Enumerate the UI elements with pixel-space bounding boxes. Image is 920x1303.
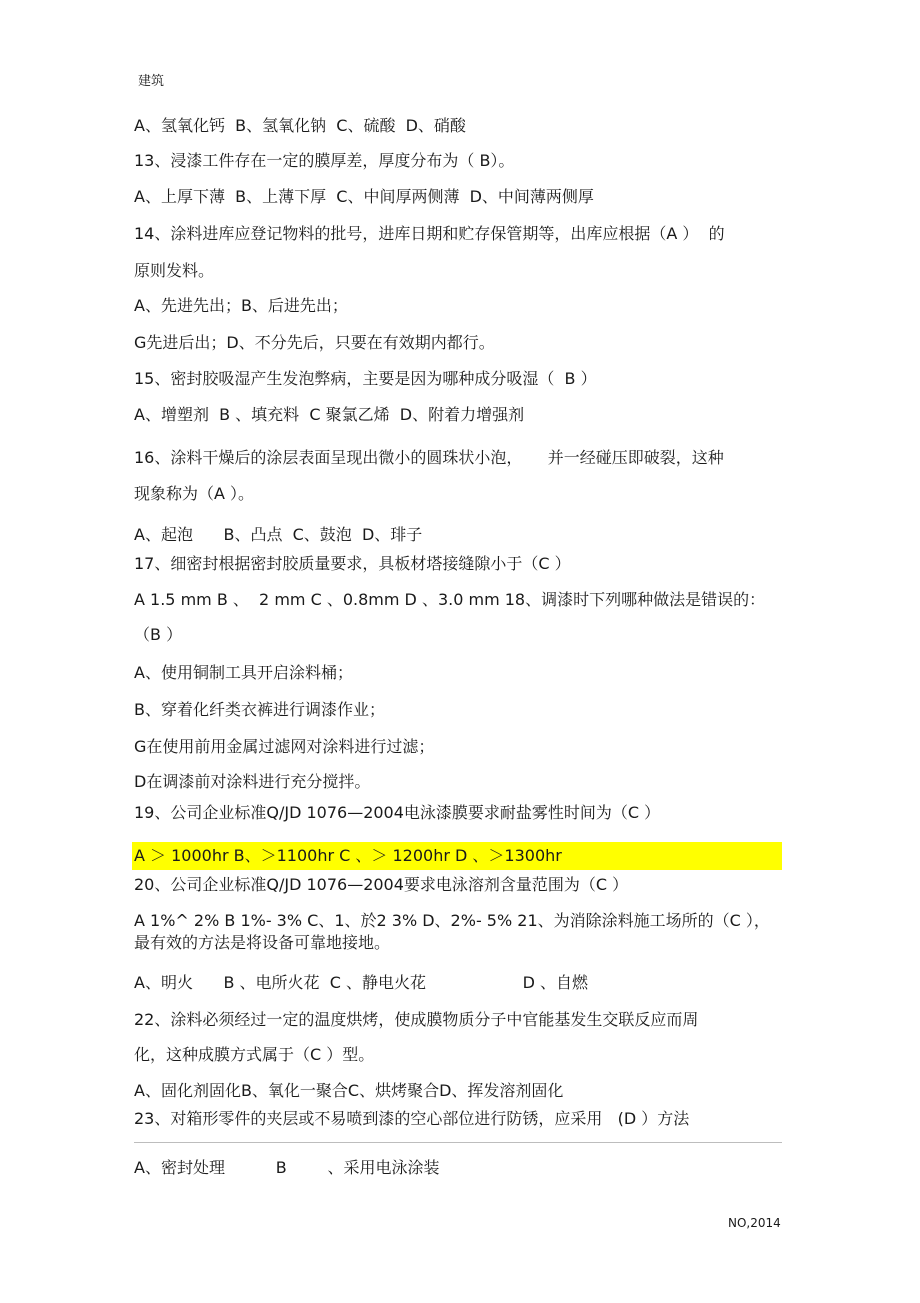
text-line: 20、公司企业标准Q/JD 1076—2004要求电泳溶剂含量范围为（C ） xyxy=(134,875,629,894)
text-line: 17、细密封根据密封胶质量要求，具板材塔接缝隙小于（C ） xyxy=(134,554,571,573)
text-line: A、先进先出；B、后进先出； xyxy=(134,296,348,315)
text-line: 化，这种成膜方式属于（C ）型。 xyxy=(134,1045,375,1064)
text-line: A、固化剂固化B、氧化一聚合C、烘烤聚合D、挥发溶剂固化 xyxy=(134,1081,564,1100)
text-line: 现象称为（A ）。 xyxy=(134,484,255,503)
text-line: B、穿着化纤类衣裤进行调漆作业； xyxy=(134,700,385,719)
text-line: 最有效的方法是将设备可靠地接地。 xyxy=(134,933,391,952)
text-line: A、密封处理 B 、采用电泳涂装 xyxy=(134,1158,440,1177)
text-line: A、增塑剂 B 、填充料 C 聚氯乙烯 D、附着力增强剂 xyxy=(134,405,525,424)
text-line: A、起泡 B、凸点 C、鼓泡 D、琲子 xyxy=(134,525,423,544)
text-line: 19、公司企业标准Q/JD 1076—2004电泳漆膜要求耐盐雾性时间为（C ） xyxy=(134,803,661,822)
text-line: A 1.5 mm B 、 2 mm C 、0.8mm D 、3.0 mm 18、调漆时下列哪种做法是错误的： xyxy=(134,590,766,609)
text-line: G先进后出；D、不分先后，只要在有效期内都行。 xyxy=(134,333,495,352)
text-line: A、氢氧化钙 B、氢氧化钠 C、硫酸 D、硝酸 xyxy=(134,116,466,135)
text-line: A、使用铜制工具开启涂料桶； xyxy=(134,663,353,682)
text-line: A 1%^ 2% B 1%- 3% C、1、於2 3% D、2%- 5% 21、为消除涂料施工场所的（C ）， xyxy=(134,911,770,930)
page-footer: NO,2014 xyxy=(728,1216,781,1230)
text-line: 23、对箱形零件的夹层或不易喷到漆的空心部位进行防锈，应采用 (D ）方法 xyxy=(134,1109,690,1128)
text-line-highlighted: A ＞ 1000hr B、＞1100hr C 、＞ 1200hr D 、＞1300hr xyxy=(134,846,562,865)
page-divider xyxy=(134,1142,782,1143)
text-line: （B ） xyxy=(134,625,183,644)
text-line: 14、涂料进库应登记物料的批号，进库日期和贮存保管期等，出库应根据（A ） 的 xyxy=(134,224,725,243)
text-line: 22、涂料必须经过一定的温度烘烤，使成膜物质分子中官能基发生交联反应而周 xyxy=(134,1010,699,1029)
text-line: 15、密封胶吸湿产生发泡弊病，主要是因为哪种成分吸湿（ B ） xyxy=(134,369,597,388)
text-line: 16、涂料干燥后的涂层表面呈现出微小的圆珠状小泡， 并一经碰压即破裂，这种 xyxy=(134,448,724,467)
text-line: D在调漆前对涂料进行充分搅拌。 xyxy=(134,772,371,791)
text-line: 原则发料。 xyxy=(134,261,215,280)
text-line: A、明火 B 、电所火花 C 、静电火花 D 、自燃 xyxy=(134,973,588,992)
text-line: G在使用前用金属过滤网对涂料进行过滤； xyxy=(134,737,435,756)
page-header: 建筑 xyxy=(138,74,165,89)
text-line: A、上厚下薄 B、上薄下厚 C、中间厚两侧薄 D、中间薄两侧厚 xyxy=(134,187,594,206)
text-line: 13、浸漆工件存在一定的膜厚差，厚度分布为（ B）。 xyxy=(134,151,515,170)
